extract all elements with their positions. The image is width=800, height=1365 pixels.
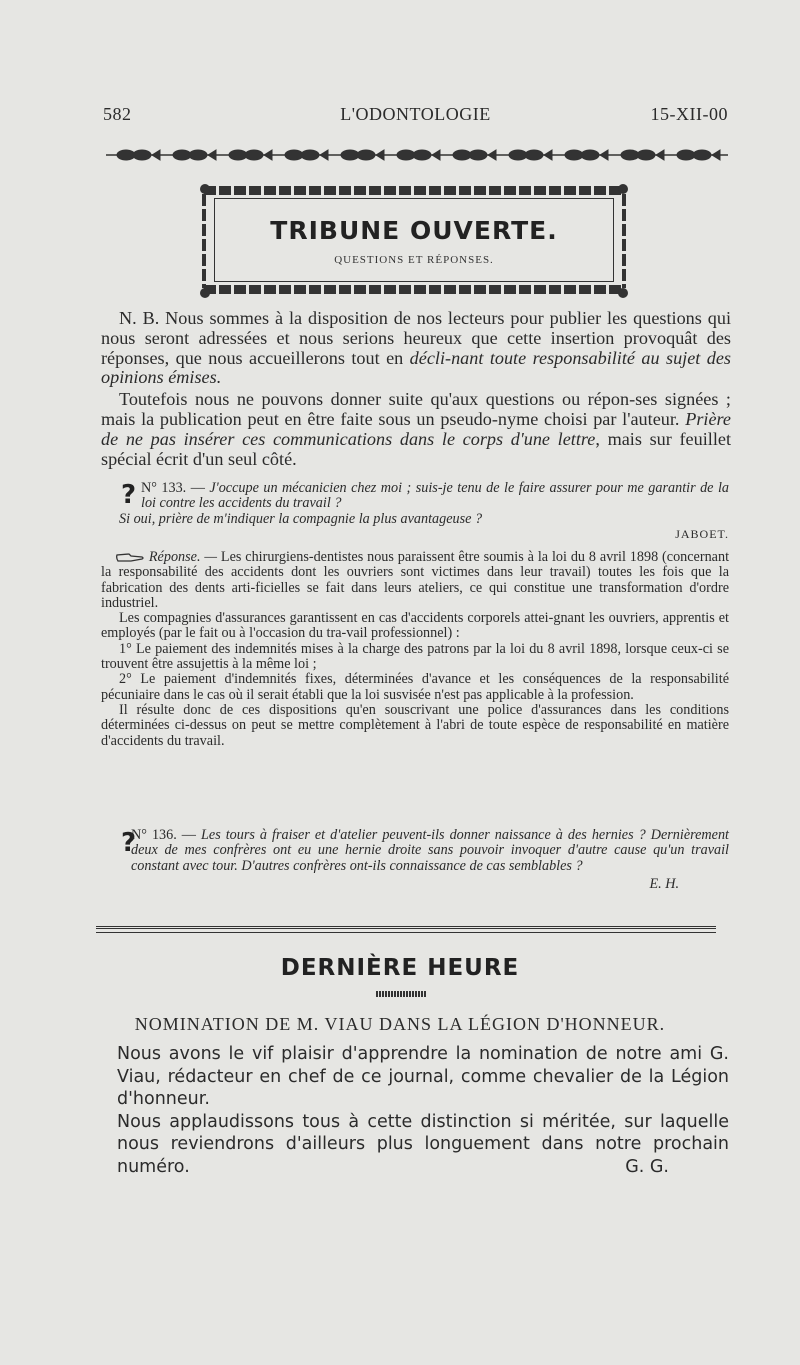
section-title: TRIBUNE OUVERTE. — [270, 216, 558, 245]
corner-dot-icon — [200, 184, 210, 194]
nomination-paragraph-2: Nous applaudissons tous à cette distinction si méritée, sur laquelle nous reviendrons d'ailleurs plus longuement dans notre prochain numéro. — [117, 1111, 729, 1177]
pointing-hand-icon — [115, 552, 145, 564]
running-header — [103, 104, 728, 130]
question-mark-icon: ? — [121, 828, 137, 858]
question-136-signature: E. H. — [649, 875, 679, 892]
frame-top-border — [204, 186, 624, 195]
tribune-heading-box — [200, 184, 628, 298]
question-136-text: N° 136. — Les tours à fraiser et d'atelier peuvent-ils donner naissance à des hernies ? Dernièrement deux de mes confrères ont eu une hernie droite sans pouvoir invoquer d'autre cause qu'un travail constant avec tour. D'autres confrères ont-ils connaissance de cas semblables ? — [131, 827, 729, 874]
intro-paragraph-2: Toutefois nous ne pouvons donner suite qu'aux questions ou répon-ses signées ; mais la publication peut en être faite sous un pseudo-nyme choisi par l'auteur. Prière de ne pas insérer ces communications dans le corps d'une lettre, mais sur feuillet spécial écrit d'un seul côté. — [101, 389, 731, 469]
intro-text — [101, 309, 731, 469]
intro-paragraph-1: N. B. Nous sommes à la disposition de nos lecteurs pour publier les questions qui nous seront adressées et nous serions heureux que cette insertion provoquât des réponses, que nous accueillerons tout en décli-nant toute responsabilité au sujet des opinions émises. — [101, 308, 731, 388]
question-133-signature: JABOET. — [675, 526, 729, 541]
corner-dot-icon — [618, 288, 628, 298]
corner-dot-icon — [200, 288, 210, 298]
question-133-text-2: Si oui, prière de m'indiquer la compagnie la plus avantageuse ? — [119, 510, 483, 527]
nomination-heading: NOMINATION DE M. VIAU DANS LA LÉGION D'HONNEUR. — [134, 1014, 666, 1034]
answer-paragraph-3: 1° Le paiement des indemnités mises à la charge des patrons par la loi du 8 avril 1898, lorsque ceux-ci se trouvent être assujettis à la même loi ; — [101, 640, 729, 673]
answer-133 — [101, 550, 729, 749]
answer-paragraph-5: Il résulte donc de ces dispositions qu'en souscrivant une police d'assurances dans les conditions déterminées ci-dessus on peut se mettre complètement à l'abri de toute espèce de responsabilité en matière d'accidents du travail. — [101, 701, 729, 749]
nomination-paragraph-1: Nous avons le vif plaisir d'apprendre la nomination de notre ami G. Viau, rédacteur en chef de ce journal, comme chevalier de la Légion d'honneur. — [117, 1044, 729, 1109]
journal-title: L'ODONTOLOGIE — [340, 104, 491, 124]
question-133-text: N° 133. — J'occupe un mécanicien chez moi ; suis-je tenu de le faire assurer pour me garantir de la loi contre les accidents du travail ? — [141, 480, 729, 512]
page-number: 582 — [103, 104, 132, 124]
corner-dot-icon — [618, 184, 628, 194]
section-divider-thin — [96, 932, 716, 933]
header-ornament-band — [106, 146, 728, 164]
title-ornament — [376, 991, 426, 997]
answer-paragraph-4: 2° Le paiement d'indemnités fixes, déterminées d'avance et les conséquences de la responsabilité pécuniaire dans le cas où il serait établi que la loi susvisée n'est pas applicable à la profession. — [101, 671, 729, 703]
nomination-text — [117, 1043, 729, 1179]
section-subtitle: QUESTIONS ET RÉPONSES. — [334, 254, 494, 266]
issue-date: 15-XII-00 — [650, 104, 728, 124]
section-divider — [96, 926, 716, 929]
nomination-signature: G. G. — [625, 1157, 669, 1177]
frame-bottom-border — [204, 285, 624, 294]
answer-paragraph-1: Réponse. — Les chirurgiens-dentistes nous paraissent être soumis à la loi du 8 avril 1898 (concernant la responsabilité des accidents dont les ouvriers sont victimes dans leur travail) toutes les fois que la fabrication des dents arti-ficielles se fait dans leurs ateliers, ce qui constitue une transformation d'ordre industriel. — [101, 549, 730, 611]
question-mark-icon: ? — [121, 480, 137, 510]
question-133 — [101, 481, 729, 542]
derniere-heure-title: DERNIÈRE HEURE — [280, 955, 520, 981]
question-136 — [101, 828, 729, 892]
answer-paragraph-2: Les compagnies d'assurances garantissent en cas d'accidents corporels attei-gnant les ouvriers, apprentis et employés (par le fait ou à l'occasion du tra-vail professionnel) : — [101, 610, 729, 642]
